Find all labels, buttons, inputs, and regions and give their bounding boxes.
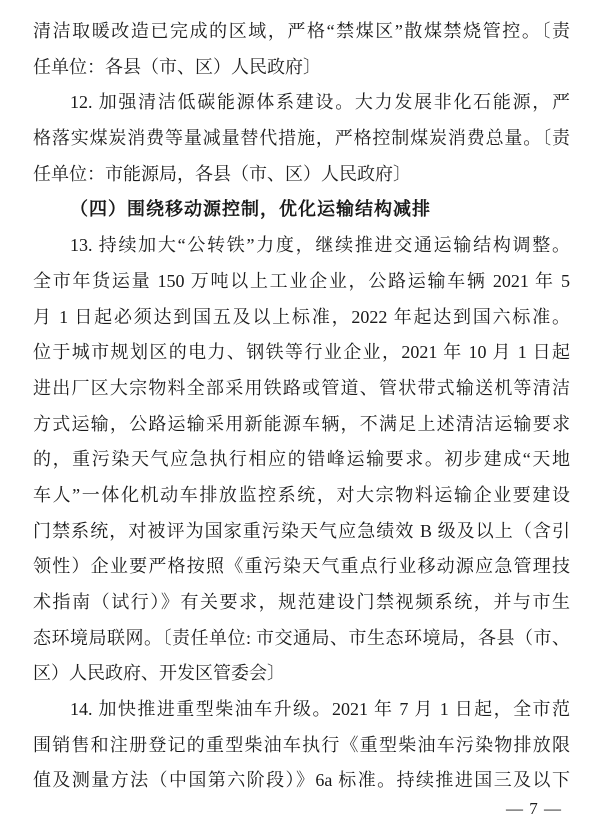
text-line: 任单位：各县（市、区）人民政府〕 [33,56,321,77]
text-line: 全市年货运量 150 万吨以上工业企业，公路运输车辆 2021 年 5 [33,270,570,291]
text-line: 领性）企业要严格按照《重污染天气重点行业移动源应急管理技 [33,556,570,577]
text-line: 围销售和注册登记的重型柴油车执行《重型柴油车污染物排放限 [33,734,570,755]
text-line: 月 1 日起必须达到国五及以上标准，2022 年起达到国六标准。 [33,306,570,327]
text-line: 任单位：市能源局，各县（市、区）人民政府〕 [33,163,411,184]
text-line: 术指南（试行）》有关要求，规范建设门禁视频系统，并与市生 [33,592,570,612]
text-line: 格落实煤炭消费等量减量替代措施，严格控制煤炭消费总量。〔责 [33,128,570,149]
text-line: 态环境局联网。〔责任单位: 市交通局、市生态环境局，各县（市、 [33,627,570,648]
text-line: 的，重污染天气应急执行相应的错峰运输要求。初步建成“天地 [33,449,570,470]
text-line: 方式运输，公路运输采用新能源车辆，不满足上述清洁运输要求 [33,413,570,434]
page-number: — 7 — [506,799,562,818]
text-line: 位于城市规划区的电力、钢铁等行业企业，2021 年 10 月 1 日起 [33,342,570,363]
section-heading: （四）围绕移动源控制，优化运输结构减排 [70,199,431,220]
text-line: 进出厂区大宗物料全部采用铁路或管道、管状带式输送机等清洁 [33,377,570,398]
text-line-item-13: 13. 持续加大“公转铁”力度，继续推进交通运输结构调整。 [70,235,570,256]
text-line: 区）人民政府、开发区管委会〕 [33,663,285,684]
text-line: 值及测量方法（中国第六阶段）》6a 标准。持续推进国三及以下 [33,770,570,791]
text-line-item-14: 14. 加快推进重型柴油车升级。2021 年 7 月 1 日起，全市范 [70,699,570,720]
text-line: 清洁取暖改造已完成的区域，严格“禁煤区”散煤禁烧管控。〔责 [33,21,570,41]
text-line-item-12: 12. 加强清洁低碳能源体系建设。大力发展非化石能源，严 [70,92,570,113]
text-line: 门禁系统，对被评为国家重污染天气应急绩效 B 级及以上（含引 [33,520,570,541]
document-body [33,14,570,799]
text-line: 车人”一体化机动车排放监控系统，对大宗物料运输企业要建设 [33,484,570,505]
